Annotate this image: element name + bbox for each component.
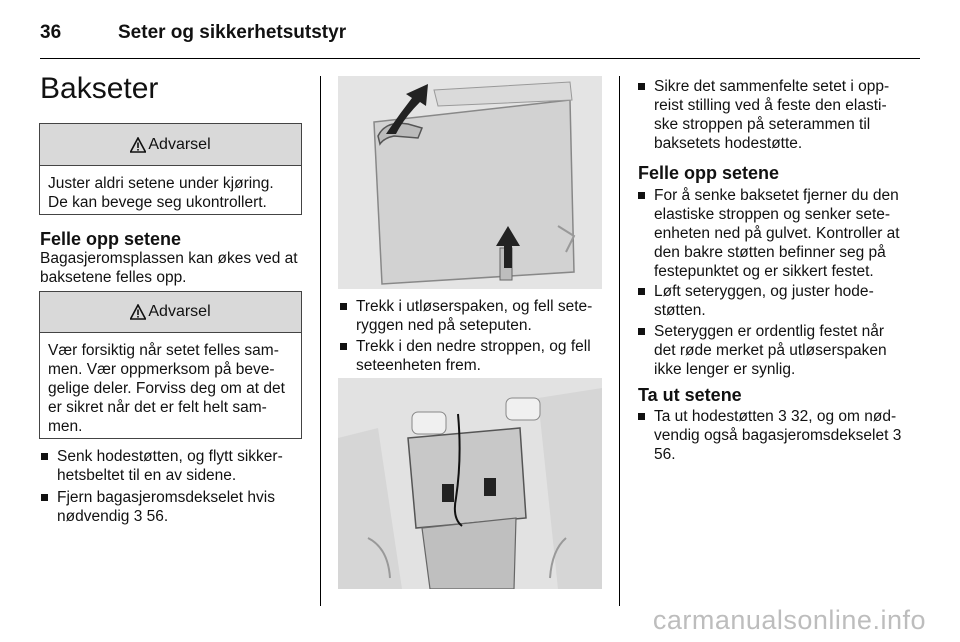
bullet-square-icon — [638, 192, 645, 199]
page-ref-icon[interactable]: 3 — [133, 508, 143, 525]
bullet-square-icon — [340, 303, 347, 310]
watermark: carmanualsonline.info — [652, 605, 926, 635]
list-item: Trekk i utløserspaken, og fell seteryggen ned på seteputen. — [339, 297, 605, 335]
seat-back-illustration — [338, 76, 602, 289]
bullet-square-icon — [41, 494, 48, 501]
column-divider-left — [320, 76, 321, 606]
column-divider-right — [619, 76, 620, 606]
header-rule — [40, 58, 920, 59]
bullet-square-icon — [638, 328, 645, 335]
warning-header — [40, 124, 301, 166]
figure-seat-strap — [338, 378, 602, 589]
list-item: Fjern bagasjeromsdekselet hvis nødvendig 3 56. — [40, 488, 306, 526]
list-item: Sikre det sammenfelte setet i oppreist stilling ved å feste den elastiske stroppen på seterammen til baksetets hodestøtte. — [637, 77, 905, 153]
list-item: Senk hodestøtten, og flytt sikkerhetsbeltet til en av sidene. — [40, 447, 306, 485]
page-ref-icon[interactable]: 3 — [778, 408, 787, 425]
warning-text: Juster aldri setene under kjøring. De kan bevege seg ukontrollert. — [48, 175, 274, 211]
warning-heading: Advarsel — [148, 303, 211, 320]
list-item: Ta ut hodestøtten 3 32, og om nødvendig også bagasjeromsdekselet 3 56. — [637, 407, 905, 464]
list-item: Trekk i den nedre stroppen, og fell seteenheten frem. — [339, 337, 605, 375]
warning-triangle-icon — [130, 137, 146, 153]
warning-heading: Advarsel — [148, 135, 211, 153]
warning-triangle-icon — [130, 304, 146, 320]
intro-paragraph: Bagasjeromsplassen kan økes ved at baksetene felles opp. — [40, 250, 298, 286]
list-item: Seteryggen er ordentlig festet når det røde merket på utløserspaken ikke lenger er synlig. — [637, 322, 905, 379]
list-item: Løft seteryggen, og juster hodestøtten. — [637, 282, 905, 320]
list-item: For å senke baksetet fjerner du den elastiske stroppen og senker seteenheten ned på gulvet. Kontroller at den bakre støtten befinner seg på festepunktet og er sikkert festet. — [637, 186, 905, 281]
subheading-remove-seats: Ta ut setene — [638, 385, 742, 405]
section-title: Seter og sikkerhetsutstyr — [118, 22, 347, 43]
bullet-square-icon — [638, 288, 645, 295]
bullet-square-icon — [638, 413, 645, 420]
page-ref-icon[interactable]: 3 — [892, 427, 902, 444]
warning-box-2 — [39, 291, 302, 439]
subheading-fold-seats-2: Felle opp setene — [638, 163, 780, 183]
page-number: 36 — [40, 22, 62, 43]
warning-box-1 — [39, 123, 302, 215]
warning-text: Vær forsiktig når setet felles sammen. Vær oppmerksom på bevegelige deler. Forviss deg om at det er sikret når det er felt helt sammen. — [48, 342, 285, 435]
warning-header — [40, 292, 301, 333]
page-title: Bakseter — [40, 72, 159, 105]
folded-seat-illustration — [338, 378, 602, 589]
page-header — [40, 22, 346, 46]
bullet-square-icon — [638, 83, 645, 90]
figure-seat-release-lever — [338, 76, 602, 289]
bullet-square-icon — [41, 453, 48, 460]
subheading-fold-seats: Felle opp setene — [40, 229, 182, 249]
bullet-square-icon — [340, 343, 347, 350]
